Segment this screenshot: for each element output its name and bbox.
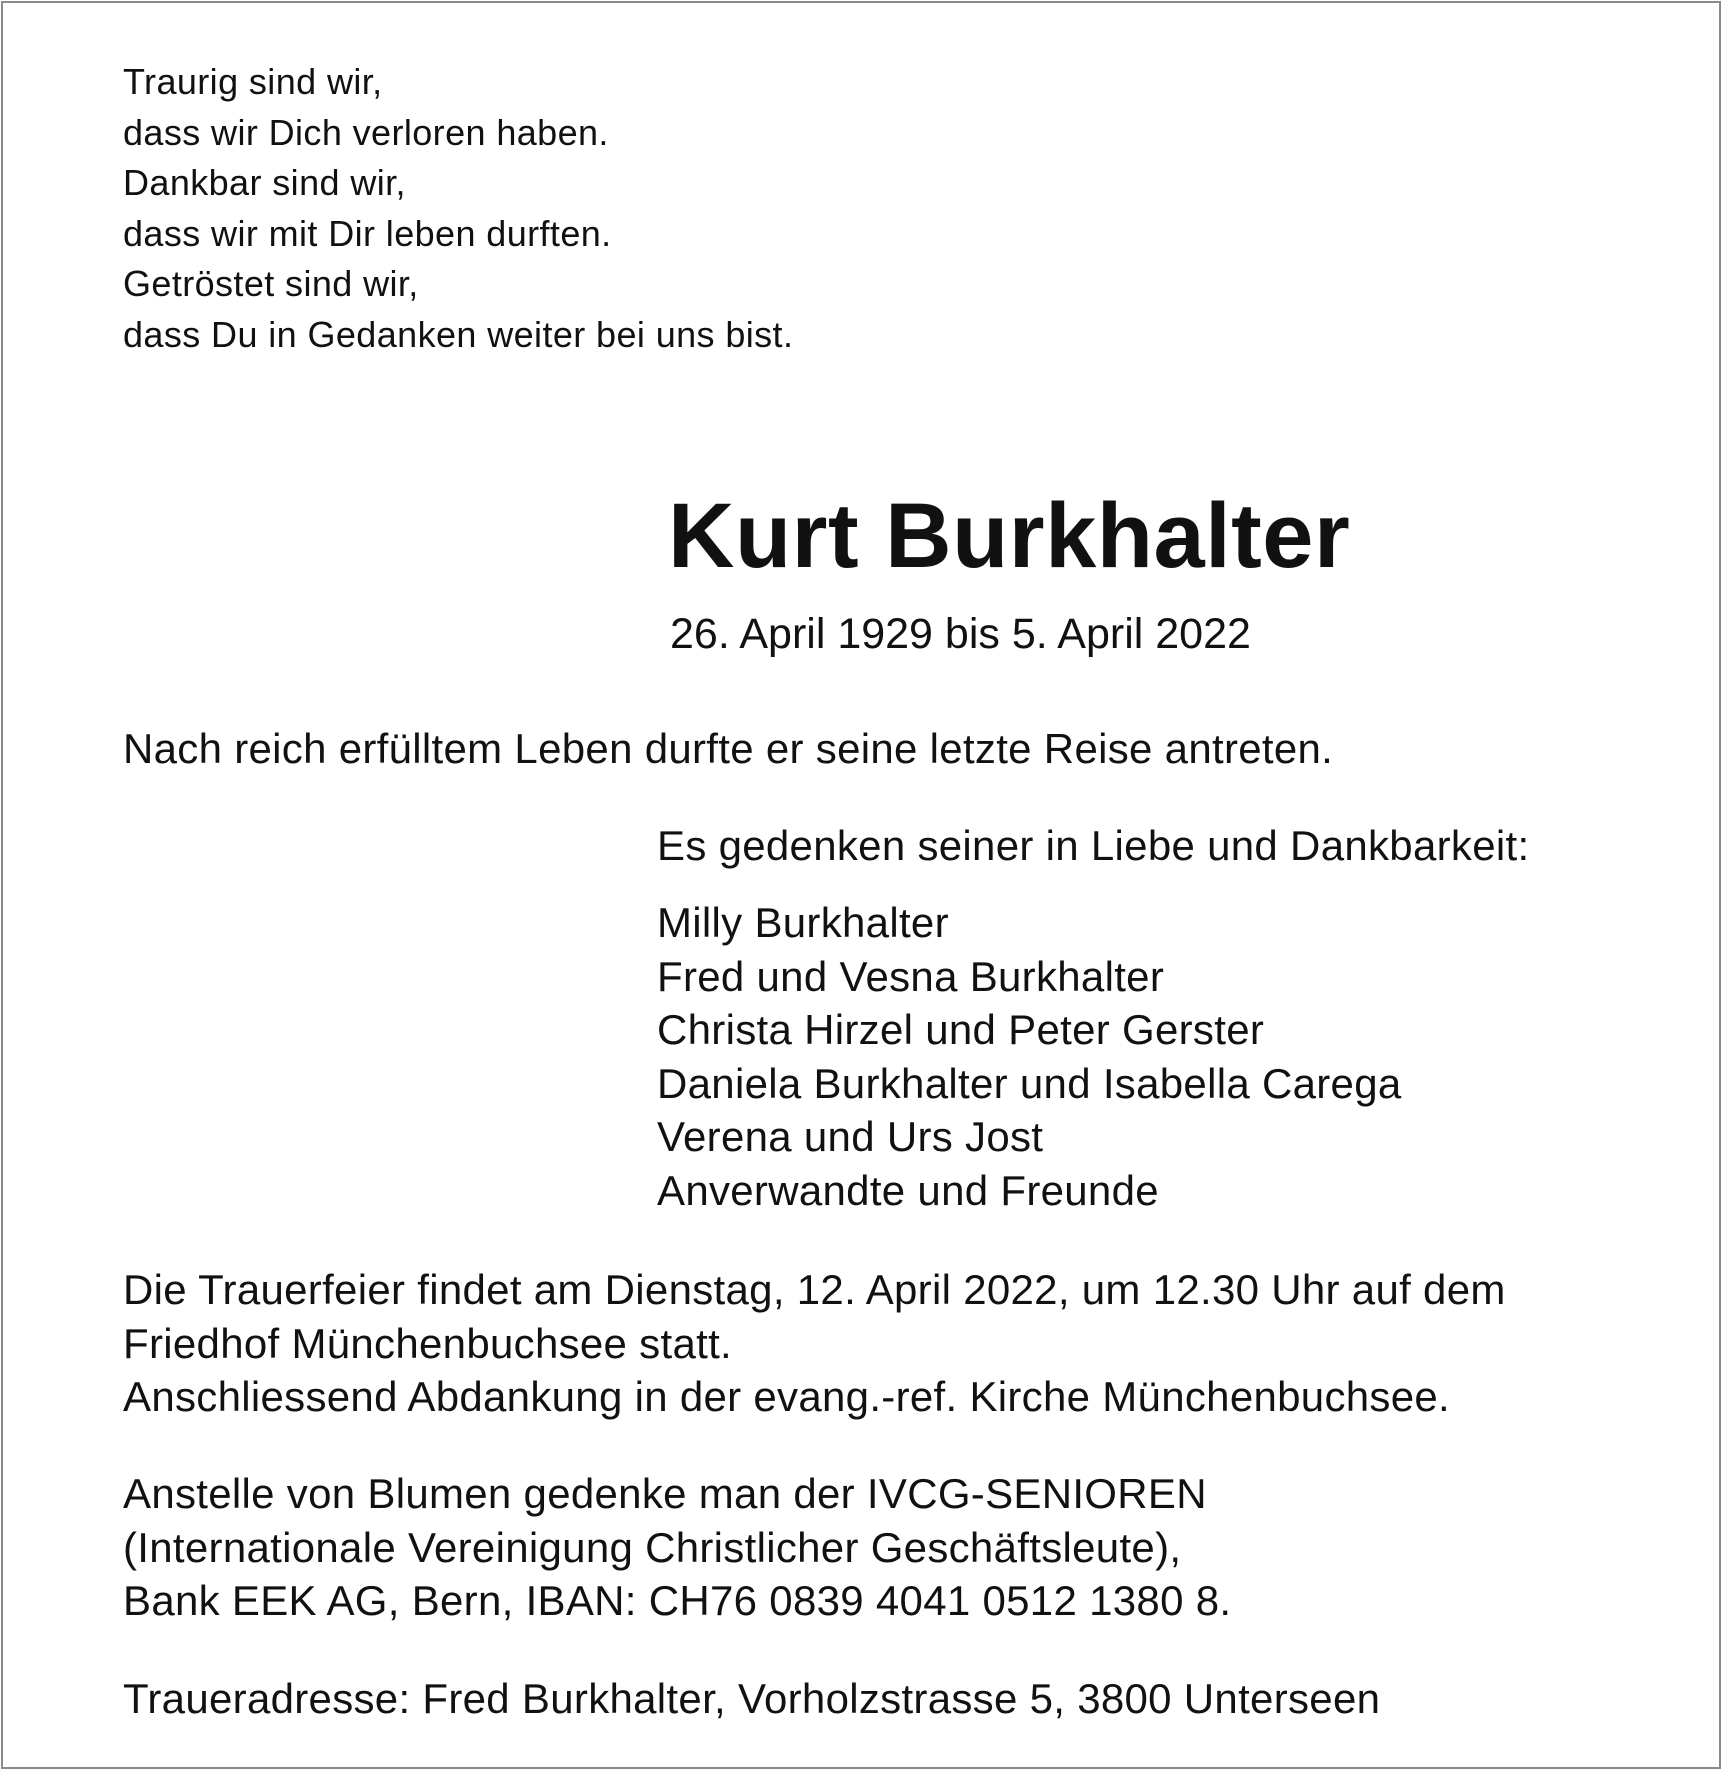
poem-line: Dankbar sind wir,: [123, 162, 406, 203]
intro-line: Nach reich erfülltem Leben durfte er seine letzte Reise antreten.: [123, 725, 1334, 772]
poem-line: Traurig sind wir,: [123, 61, 383, 102]
poem-line: dass Du in Gedanken weiter bei uns bist.: [123, 313, 794, 355]
deceased-name: Kurt Burkhalter: [668, 485, 1351, 587]
donation-line: Anstelle von Blumen gedenke man der IVCG-SENIOREN: [123, 1470, 1207, 1517]
mourner-item: Milly Burkhalter: [657, 899, 949, 946]
mourner-item: Fred und Vesna Burkhalter: [657, 952, 1165, 1000]
mourner-item: Daniela Burkhalter und Isabella Carega: [657, 1059, 1402, 1107]
mourning-address: [123, 1672, 1380, 1726]
donation-line: Bank EEK AG, Bern, IBAN: CH76 0839 4041 0512 1380 8.: [123, 1577, 1232, 1624]
poem-line: Getröstet sind wir,: [123, 263, 419, 304]
ceremony-line: Anschliessend Abdankung in der evang.-ref. Kirche Münchenbuchsee.: [123, 1373, 1450, 1420]
life-dates: 26. April 1929 bis 5. April 2022: [670, 610, 1251, 658]
mourner-item: Christa Hirzel und Peter Gerster: [657, 1006, 1265, 1053]
mourners-list: [657, 896, 1402, 1217]
poem-line: dass wir mit Dir leben durften.: [123, 212, 612, 254]
obituary-notice: [1, 1, 1721, 1769]
donation-info: [123, 1467, 1231, 1628]
intro-text: [123, 722, 1333, 776]
donation-line: (Internationale Vereinigung Christlicher Geschäftsleute),: [123, 1523, 1182, 1571]
memorial-poem: [123, 57, 793, 360]
remembrance-heading: [657, 819, 1529, 873]
remembrance-heading-line: Es gedenken seiner in Liebe und Dankbarkeit:: [657, 822, 1530, 869]
ceremony-line: Die Trauerfeier findet am Dienstag, 12. April 2022, um 12.30 Uhr auf dem: [123, 1266, 1506, 1313]
ceremony-info: [123, 1263, 1506, 1424]
poem-line: dass wir Dich verloren haben.: [123, 111, 609, 153]
ceremony-line: Friedhof Münchenbuchsee statt.: [123, 1319, 733, 1367]
address-line: Traueradresse: Fred Burkhalter, Vorholzstrasse 5, 3800 Unterseen: [123, 1675, 1381, 1722]
mourner-item: Verena und Urs Jost: [657, 1113, 1044, 1160]
mourner-item: Anverwandte und Freunde: [657, 1166, 1159, 1214]
